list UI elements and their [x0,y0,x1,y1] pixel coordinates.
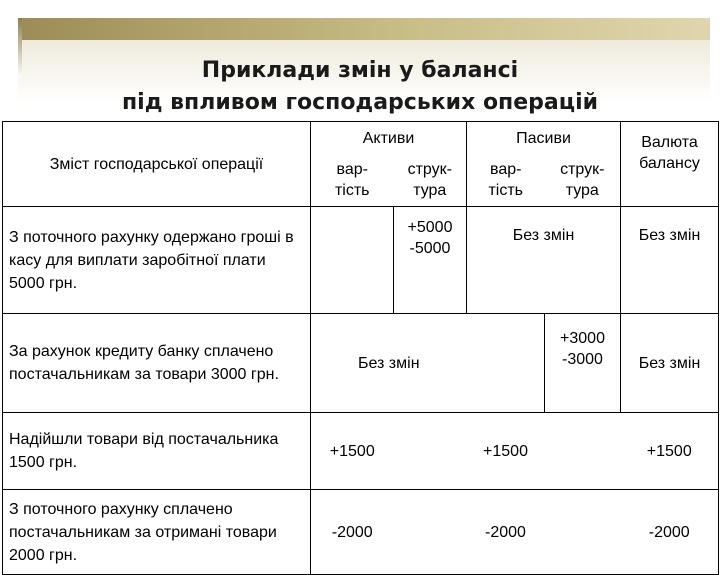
liability-structure-cell [545,413,621,490]
asset-value-cell [311,207,394,314]
table-row [3,207,719,314]
assets-cell: Без змін [311,314,467,413]
liability-value-cell: +1500 [467,413,545,490]
operation-description: Надійшли товари від постачальника 1500 грн. [3,413,311,490]
asset-structure-cell [394,413,467,490]
liability-structure-cell [545,490,621,575]
asset-structure-cell: +5000 -5000 [394,207,467,314]
currency-cell: -2000 [621,490,719,575]
currency-cell: +1500 [621,413,719,490]
currency-cell: Без змін [621,207,719,314]
balance-changes-table [2,121,719,575]
header-liability-value: вар- тість [467,154,545,207]
operation-description: За рахунок кредиту банку сплачено постачальникам за товари 3000 грн. [3,314,311,413]
liability-structure-cell: +3000 -3000 [545,314,621,413]
table-row [3,413,719,490]
asset-value-cell: -2000 [311,490,394,575]
header-balance-currency: Валюта балансу [621,122,719,207]
slide-title-line-1: Приклади змін у балансі [201,58,519,83]
header-assets: Активи [311,122,467,155]
header-operation-content: Зміст господарської операції [3,122,311,207]
decorative-top-bar [22,18,710,40]
liability-value-cell: -2000 [467,490,545,575]
operation-description: З поточного рахунку одержано гроші в касу для виплати заробітної плати 5000 грн. [3,207,311,314]
asset-value-cell: +1500 [311,413,394,490]
asset-structure-cell [394,490,467,575]
table-row [3,314,719,413]
header-row-groups [3,122,719,155]
table-row [3,490,719,575]
liabilities-cell: Без змін [467,207,621,314]
operation-description: З поточного рахунку сплачено постачальникам за отримані товари 2000 грн. [3,490,311,575]
slide-title-line-2: під впливом господарських операцій [121,90,599,115]
header-asset-structure: струк- тура [394,154,467,207]
header-liability-structure: струк- тура [545,154,621,207]
liability-value-cell [467,314,545,413]
header-asset-value: вар- тість [311,154,394,207]
header-liabilities: Пасиви [467,122,621,155]
currency-cell: Без змін [621,314,719,413]
